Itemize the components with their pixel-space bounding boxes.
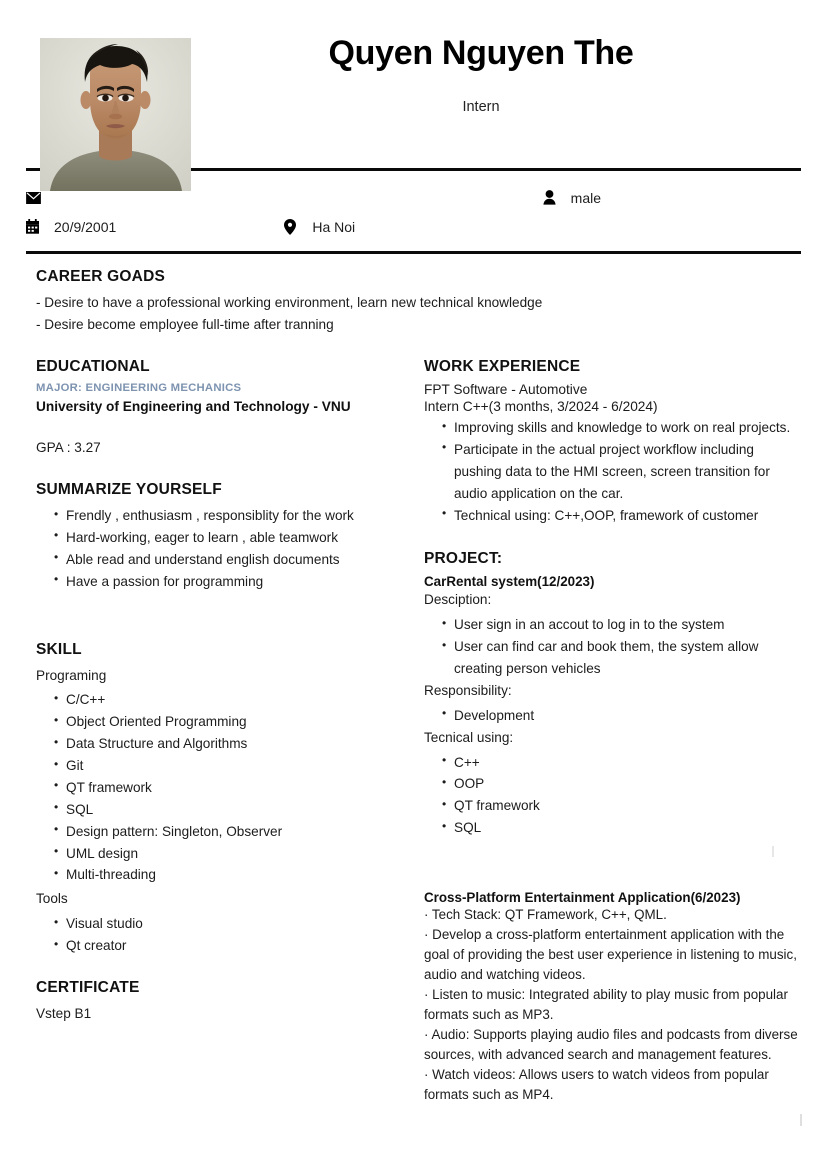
skill-list-programing <box>36 689 404 886</box>
job-title: Intern <box>462 99 500 116</box>
list-item: • Development <box>442 705 801 727</box>
project-1-technical-label: Tecnical using: <box>424 729 514 745</box>
skill-group-label: Programing <box>36 667 107 683</box>
list-item: • UML design <box>54 843 404 865</box>
work-experience-section <box>424 358 801 526</box>
summarize-section <box>36 481 404 593</box>
list-item: • Able read and understand english documents <box>54 549 404 571</box>
career-goal-line: - Desire become employee full-time after tranning <box>36 317 334 333</box>
project-1-description-label: Desciption: <box>424 592 492 608</box>
envelope-icon <box>26 192 44 204</box>
list-item: • User sign in an accout to log in to the system <box>442 614 801 636</box>
header-titles <box>191 34 801 115</box>
certificate-title: CERTIFICATE <box>36 978 140 996</box>
work-experience-title: WORK EXPERIENCE <box>424 358 581 376</box>
list-item: • SQL <box>54 799 404 821</box>
left-column <box>36 358 418 1025</box>
career-goals-title: CAREER GOADS <box>36 268 165 285</box>
list-item: • Have a passion for programming <box>54 571 404 593</box>
project-1-name: CarRental system(12/2023) <box>424 574 595 590</box>
scan-artifact <box>772 846 774 857</box>
right-column <box>418 358 801 1105</box>
contact-row-2 <box>26 212 801 241</box>
project-2-name: Cross-Platform Entertainment Application(6/2023) <box>424 890 741 906</box>
career-goal-line: - Desire to have a professional working environment, learn new technical knowledge <box>36 295 543 310</box>
educational-title: EDUCATIONAL <box>36 358 150 376</box>
list-item: • User can find car and book them, the system allow creating person vehicles <box>442 636 801 680</box>
project-2-line: · Tech Stack: QT Framework, C++, QML. <box>424 907 667 923</box>
list-item: • QT framework <box>442 795 801 817</box>
contact-gender <box>543 190 801 206</box>
career-goals-section <box>0 254 827 336</box>
certificate-item: Vstep B1 <box>36 1005 92 1021</box>
educational-school: University of Engineering and Technology - VNU <box>36 399 351 415</box>
person-icon <box>543 190 561 205</box>
project-2-line: · Listen to music: Integrated ability to play music from popular formats such as MP3. <box>424 986 788 1022</box>
page-title: Quyen Nguyen The <box>328 34 634 72</box>
list-item: • Qt creator <box>54 935 404 957</box>
contact-location <box>284 219 542 235</box>
educational-gpa: GPA : 3.27 <box>36 440 101 456</box>
left-spacer <box>36 593 404 641</box>
skill-section <box>36 641 404 957</box>
educational-section <box>36 358 404 455</box>
list-item: • Improving skills and knowledge to work on real projects. <box>442 417 801 439</box>
list-item: • Design pattern: Singleton, Observer <box>54 821 404 843</box>
portrait-photo-image <box>40 38 191 191</box>
list-item: • Frendly , enthusiasm , responsiblity for the work <box>54 505 404 527</box>
list-item: • C++ <box>442 752 801 774</box>
list-item: • Object Oriented Programming <box>54 711 404 733</box>
contact-location-value: Ha Noi <box>312 218 356 235</box>
list-item: • SQL <box>442 817 801 839</box>
skill-group-label: Tools <box>36 891 68 907</box>
contact-birthday <box>26 219 284 235</box>
left-spacer-2 <box>36 957 404 979</box>
body-columns <box>0 336 827 1105</box>
work-company: FPT Software - Automotive <box>424 382 588 398</box>
list-item: • Visual studio <box>54 913 404 935</box>
calendar-icon <box>26 219 44 234</box>
list-item: • OOP <box>442 773 801 795</box>
certificate-section <box>36 979 404 1025</box>
project-section <box>424 550 801 1104</box>
project-title: PROJECT: <box>424 550 503 568</box>
project-2-line: · Watch videos: Allows users to watch videos from popular formats such as MP4. <box>424 1066 769 1102</box>
work-role: Intern C++(3 months, 3/2024 - 6/2024) <box>424 399 658 415</box>
contact-birthday-value: 20/9/2001 <box>54 218 117 235</box>
project-gap <box>424 839 801 887</box>
summarize-list <box>36 505 404 593</box>
project-1-responsibility-label: Responsibility: <box>424 682 512 698</box>
scan-artifact <box>800 1114 802 1126</box>
project-2-line: · Audio: Supports playing audio files and podcasts from diverse sources, with advanced search and management features. <box>424 1026 798 1062</box>
resume-header <box>0 0 827 168</box>
skill-list-tools <box>36 913 404 957</box>
project-1-description-list <box>424 614 801 680</box>
list-item: • QT framework <box>54 777 404 799</box>
list-item: • Multi-threading <box>54 864 404 886</box>
list-item: • Hard-working, eager to learn , able teamwork <box>54 527 404 549</box>
project-2-line: · Develop a cross-platform entertainment application with the goal of providing the best user experience in listening to music, audio and watching videos. <box>424 927 797 982</box>
work-experience-list <box>424 417 801 526</box>
project-1-technical-list <box>424 752 801 840</box>
list-item: • Git <box>54 755 404 777</box>
skill-title: SKILL <box>36 640 82 658</box>
location-pin-icon <box>284 219 302 235</box>
list-item: • C/C++ <box>54 689 404 711</box>
portrait-photo <box>40 38 191 191</box>
list-item: • Technical using: C++,OOP, framework of customer <box>442 505 801 527</box>
list-item: • Participate in the actual project workflow including pushing data to the HMI screen, screen transition for audio application on the car. <box>442 439 801 505</box>
summarize-title: SUMMARIZE YOURSELF <box>36 481 222 499</box>
contact-email[interactable] <box>26 192 284 204</box>
list-item: • Data Structure and Algorithms <box>54 733 404 755</box>
educational-major: MAJOR: ENGINEERING MECHANICS <box>36 382 242 395</box>
contact-gender-value: male <box>570 189 602 206</box>
project-1-responsibility-list <box>424 705 801 727</box>
